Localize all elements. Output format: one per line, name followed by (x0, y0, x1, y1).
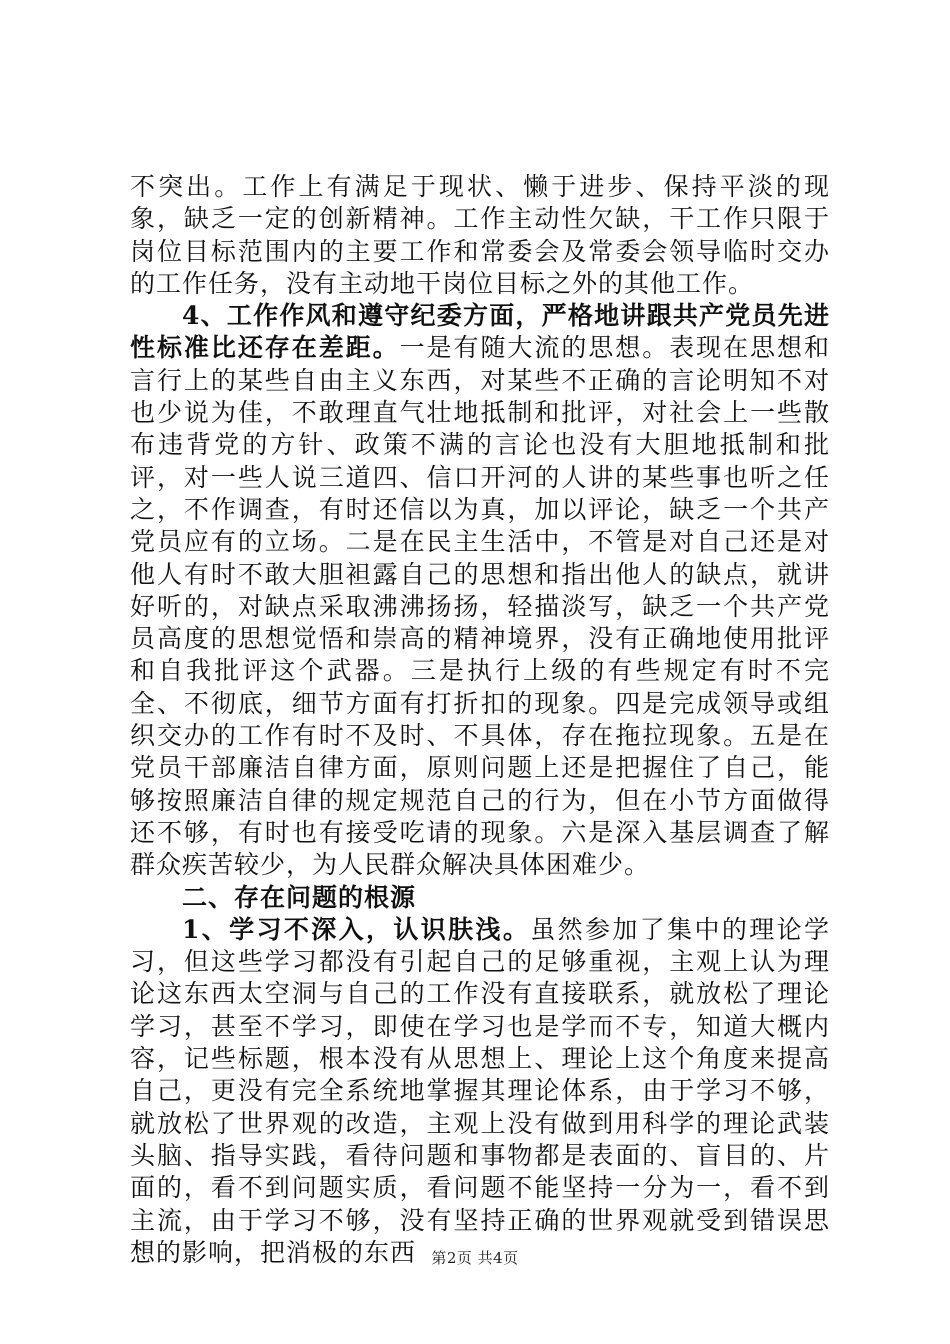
paragraph-text: 不突出。工作上有满足于现状、懒于进步、保持平淡的现象，缺乏一定的创新精神。工作主动性欠缺，干工作只限于岗位目标范围内的主要工作和常委会及常委会领导临时交办的工作任务，没有主动地干岗位目标之外的其他工作。 (130, 172, 830, 298)
section-heading-root-causes (130, 882, 830, 914)
paragraph-continuation (130, 171, 830, 300)
paragraph-heading: 4、工作作风和遵守纪委方面，严格地讲跟共产党员先进性标准比还存在差距。 (130, 301, 830, 363)
paragraph-heading: 1、学习不深入，认识肤浅。 (182, 914, 531, 944)
paragraph-work-style (130, 300, 830, 881)
paragraph-learning (130, 914, 830, 1269)
paragraph-text: 虽然参加了集中的理论学习，但这些学习都没有引起自己的足够重视，主观上认为理论这东西太空洞与自己的工作没有直接联系，就放松了理论学习，甚至不学习，即使在学习也是学而不专，知道大概内容，记些标题，根本没有从思想上、理论上这个角度来提高自己，更没有完全系统地掌握其理论体系，由于学习不够，就放松了世界观的改造，主观上没有做到用科学的理论武装头脑、指导实践，看待问题和事物都是表面的、盲目的、片面的，看不到问题实质，看问题不能坚持一分为一，看不到主流，由于学习不够，没有坚持正确的世界观就受到错误思想的影响，把消极的东西 (130, 914, 830, 1267)
page-number-footer: 第2页 共4页 (431, 1249, 519, 1267)
document-body (130, 171, 830, 1269)
section-heading-text: 二、存在问题的根源 (182, 882, 417, 912)
paragraph-text: 一是有随大流的思想。表现在思想和言行上的某些自由主义东西，对某些不正确的言论明知不对也少说为佳，不敢理直气壮地抵制和批评，对社会上一些散布违背党的方针、政策不满的言论也没有大胆地抵制和批评，对一些人说三道四、信口开河的人讲的某些事也听之任之，不作调查，有时还信以为真，加以评论，缺乏一个共产党员应有的立场。二是在民主生活中，不管是对自己还是对他人有时不敢大胆袒露自己的思想和指出他人的缺点，就讲好听的，对缺点采取沸沸扬扬，轻描淡写，缺乏一个共产党员高度的思想觉悟和崇高的精神境界，没有正确地使用批评和自我批评这个武器。三是执行上级的有些规定有时不完全、不彻底，细节方面有打折扣的现象。四是完成领导或组织交办的工作有时不及时、不具体，存在拖拉现象。五是在党员干部廉洁自律方面，原则问题上还是把握住了自己，能够按照廉洁自律的规定规范自己的行为，但在小节方面做得还不够，有时也有接受吃请的现象。六是深入基层调查了解群众疾苦较少，为人民群众解决具体困难少。 (130, 333, 830, 880)
